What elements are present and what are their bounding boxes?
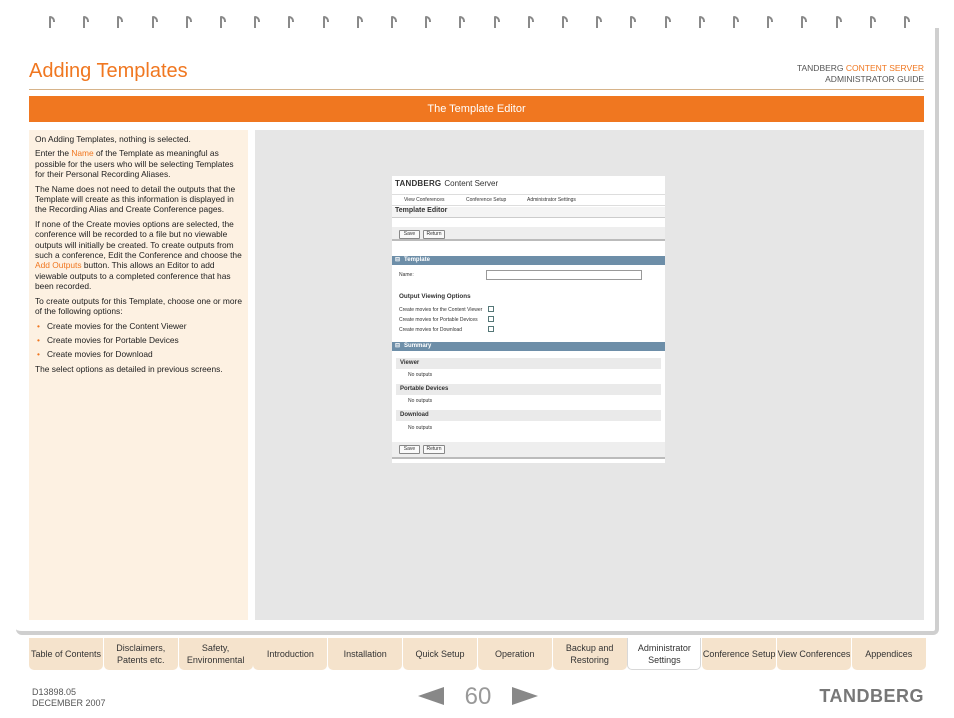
doc-id (32, 687, 106, 709)
summary-heading: Portable Devices (396, 384, 661, 395)
template-section-bar (392, 256, 665, 265)
nav-administrator-settings[interactable]: Administrator Settings (527, 197, 576, 203)
sidebar-paragraph: On Adding Templates, nothing is selected. (35, 134, 191, 144)
page-number: 60 (464, 683, 492, 710)
summary-value: No outputs (408, 372, 433, 378)
save-button[interactable]: Save (399, 445, 420, 454)
option-label: Create movies for Download (399, 327, 463, 333)
collapse-icon[interactable]: ⊟ (395, 257, 401, 263)
app-header (392, 176, 665, 193)
sidebar-paragraph: The Name does not need to detail the outputs that the Template will create as this information is displayed in the Recording Alias and Create Conference pages. (35, 183, 236, 215)
previous-page-arrow-icon[interactable] (418, 687, 444, 705)
text: button. This allows an Editor to add viewable outputs to a completed conference that has been recorded. (35, 260, 231, 292)
next-page-arrow-icon[interactable] (512, 687, 538, 705)
tab-operation[interactable]: Operation (478, 638, 552, 670)
summary-bar-label: Summary (404, 343, 432, 349)
editor-title: Template Editor (392, 207, 665, 218)
summary-heading: Viewer (396, 358, 661, 369)
add-outputs-link[interactable]: Add Outputs (35, 260, 82, 271)
header-rule (29, 89, 924, 90)
content-viewer-checkbox[interactable] (488, 306, 494, 312)
collapse-icon[interactable]: ⊟ (395, 343, 401, 349)
tab-view-conferences[interactable]: View Conferences (777, 638, 851, 670)
list-item: • Create movies for Download (35, 349, 242, 359)
return-button[interactable]: Return (423, 230, 445, 239)
tab-installation[interactable]: Installation (328, 638, 402, 670)
name-input[interactable] (486, 270, 642, 280)
summary-value: No outputs (408, 398, 433, 404)
list-item: • Create movies for Portable Devices (35, 335, 242, 345)
nav-view-conferences[interactable]: View Conferences (404, 197, 445, 203)
options-list (35, 321, 242, 360)
sidebar-paragraph: To create outputs for this Template, choose one or more of the following options: (35, 295, 243, 317)
sidebar-paragraph (35, 148, 242, 179)
tab-conference-setup[interactable]: Conference Setup (702, 638, 776, 670)
brand-header (797, 63, 924, 85)
app-nav (392, 194, 665, 206)
option-label: Create movies for Portable Devices (399, 317, 478, 323)
sidebar-paragraph (35, 219, 242, 292)
doc-date: DECEMBER 2007 (32, 698, 106, 708)
brand-prefix: TANDBERG (796, 63, 846, 73)
app-product: Content Server (444, 179, 499, 188)
summary-value: No outputs (408, 425, 433, 431)
bottom-tabs (29, 638, 924, 670)
save-button[interactable]: Save (399, 230, 420, 239)
pager (418, 683, 538, 711)
tab-appendices[interactable]: Appendices (852, 638, 926, 670)
tab-backup-and-restoring[interactable]: Backup and Restoring (553, 638, 627, 670)
brand-product: CONTENT SERVER (845, 63, 924, 73)
tab-quick-setup[interactable]: Quick Setup (403, 638, 477, 670)
nav-conference-setup[interactable]: Conference Setup (466, 197, 507, 203)
tab-introduction[interactable]: Introduction (253, 638, 327, 670)
doc-number: D13898.05 (32, 687, 77, 697)
template-editor-screenshot (392, 176, 665, 463)
summary-heading: Download (396, 410, 661, 421)
sidebar-text (29, 130, 248, 620)
text: If none of the Create movies options are selected, the conference will be recorded to a file but no viewable outputs will initially be created. To create outputs from such a conference, Edit the Conference and choose the (35, 218, 242, 261)
name-link[interactable]: Name (71, 148, 94, 159)
tab-table-of-contents[interactable]: Table of Contents (29, 638, 103, 670)
template-bar-label: Template (404, 257, 430, 263)
section-title: The Template Editor (29, 96, 924, 122)
page-title: Adding Templates (29, 60, 188, 82)
app-brand: TANDBERG (395, 179, 442, 188)
option-label: Create movies for the Content Viewer (399, 307, 483, 313)
name-label: Name: (399, 272, 414, 278)
tab-administrator-settings[interactable]: Administrator Settings (627, 638, 701, 670)
tab-safety-environmental[interactable]: Safety, Environmental (179, 638, 253, 670)
bottom-toolbar (392, 442, 665, 459)
text: of the Template as meaningful as possible for the users who will be selecting Templates for their Personal Recording Aliases. (35, 148, 234, 180)
download-checkbox[interactable] (488, 326, 494, 332)
list-item: • Create movies for the Content Viewer (35, 321, 242, 331)
sidebar-paragraph: The select options as detailed in previous screens. (35, 363, 223, 374)
portable-devices-checkbox[interactable] (488, 316, 494, 322)
top-toolbar (392, 227, 665, 241)
brand-guide: ADMINISTRATOR GUIDE (825, 74, 924, 84)
viewing-options-title: Output Viewing Options (399, 293, 471, 300)
text: Enter the (35, 148, 72, 159)
tab-disclaimers-patents-etc[interactable]: Disclaimers, Patents etc. (104, 638, 178, 670)
tandberg-logo: TANDBERG (819, 686, 924, 706)
return-button[interactable]: Return (423, 445, 445, 454)
summary-section-bar (392, 342, 665, 351)
